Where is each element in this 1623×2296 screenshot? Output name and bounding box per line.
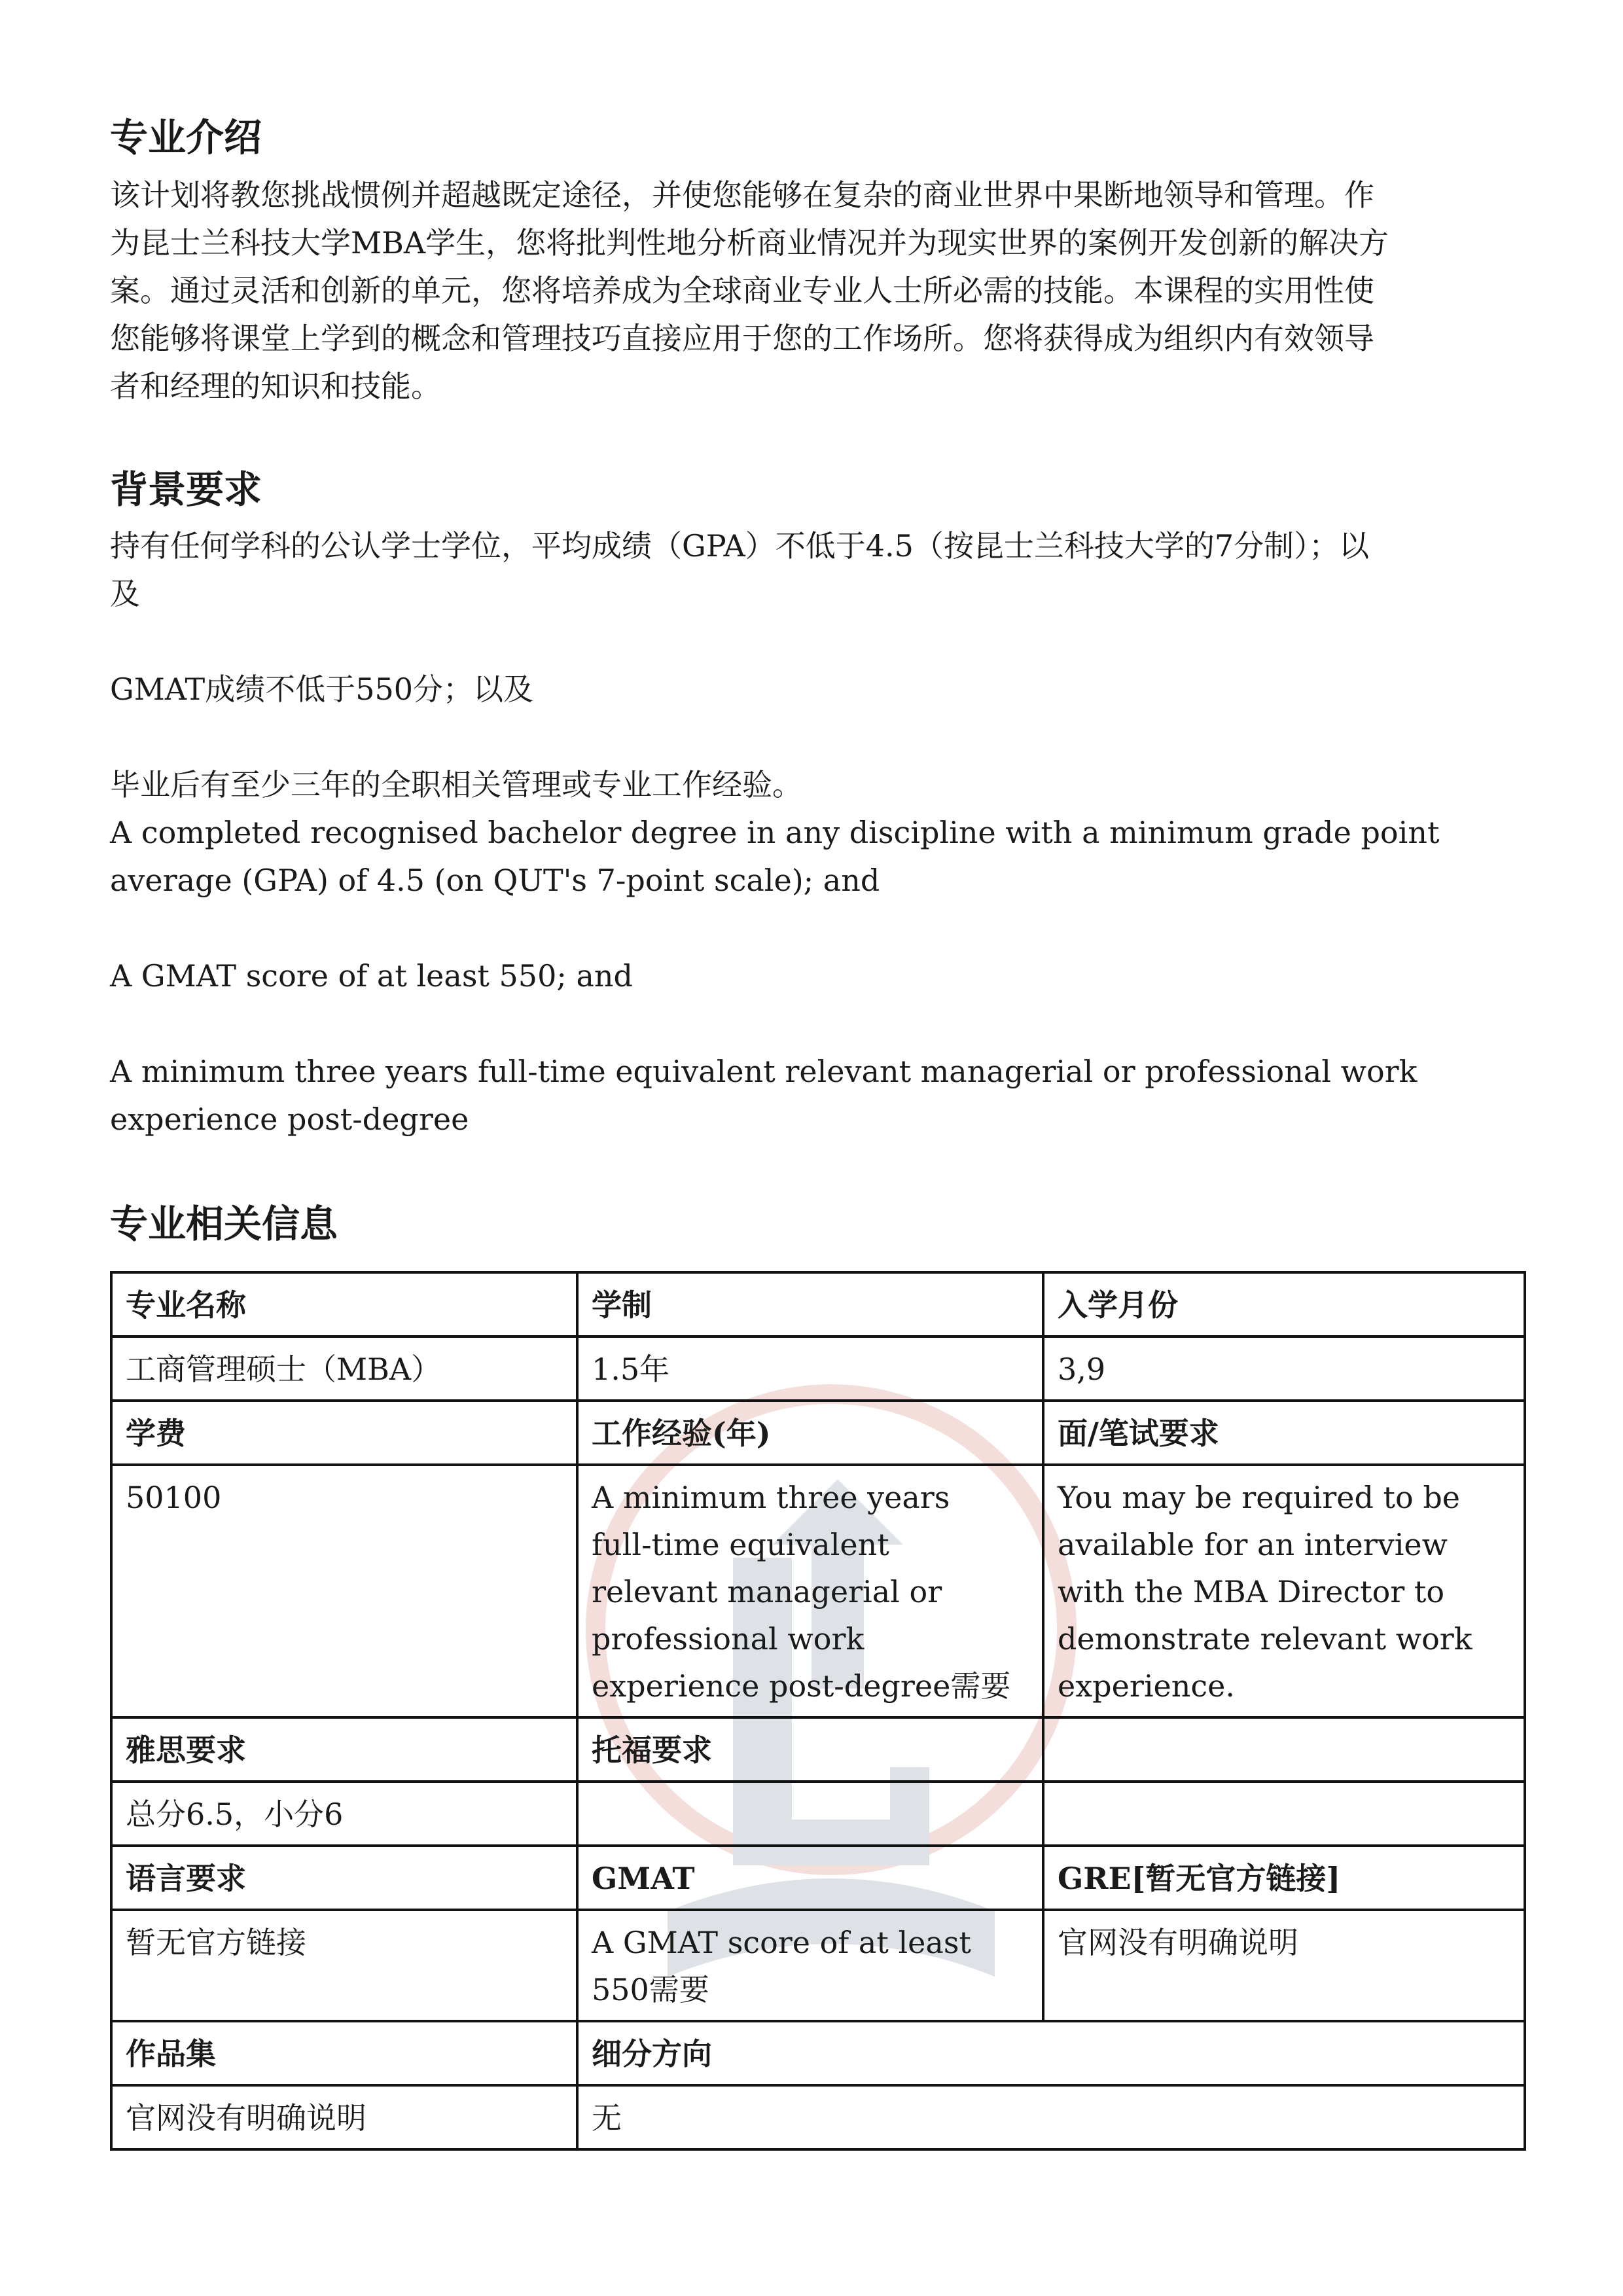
work-line: relevant managerial or xyxy=(592,1574,942,1609)
intro-line: 者和经理的知识和技能。 xyxy=(110,368,441,404)
value-toefl xyxy=(577,1782,1043,1846)
header-work-experience: 工作经验(年) xyxy=(577,1401,1043,1465)
header-ielts: 雅思要求 xyxy=(111,1717,577,1782)
header-tuition: 学费 xyxy=(111,1401,577,1465)
header-portfolio: 作品集 xyxy=(111,2021,577,2085)
header-language: 语言要求 xyxy=(111,1846,577,1910)
table-row xyxy=(111,1782,1525,1846)
table-row xyxy=(111,1465,1525,1717)
interview-line: available for an interview xyxy=(1058,1527,1448,1562)
work-line: experience post-degree需要 xyxy=(592,1668,1011,1704)
background-cn-line: 及 xyxy=(110,576,140,611)
intro-line: 案。通过灵活和创新的单元，您将培养成为全球商业专业人士所必需的技能。本课程的实用性使 xyxy=(110,273,1374,308)
value-direction: 无 xyxy=(577,2085,1525,2149)
table-row xyxy=(111,1910,1525,2021)
table-row xyxy=(111,1717,1525,1782)
table-row xyxy=(111,1401,1525,1465)
value-duration: 1.5年 xyxy=(577,1336,1043,1401)
value-gre: 官网没有明确说明 xyxy=(1043,1910,1525,2021)
background-cn-line: 毕业后有至少三年的全职相关管理或专业工作经验。 xyxy=(110,767,802,802)
header-interview: 面/笔试要求 xyxy=(1043,1401,1525,1465)
value-interview xyxy=(1043,1465,1525,1717)
header-direction: 细分方向 xyxy=(577,2021,1525,2085)
header-major: 专业名称 xyxy=(111,1272,577,1336)
value-language: 暂无官方链接 xyxy=(111,1910,577,2021)
header-gre: GRE[暂无官方链接] xyxy=(1043,1846,1525,1910)
work-line: professional work xyxy=(592,1621,865,1657)
value-tuition: 50100 xyxy=(111,1465,577,1717)
empty-cell xyxy=(1043,1717,1525,1782)
header-intake: 入学月份 xyxy=(1043,1272,1525,1336)
intro-line: 该计划将教您挑战惯例并超越既定途径，并使您能够在复杂的商业世界中果断地领导和管理。作 xyxy=(110,177,1374,213)
background-en-line: experience post-degree xyxy=(110,1102,469,1137)
empty-cell xyxy=(1043,1782,1525,1846)
program-info-table xyxy=(110,1271,1526,2151)
interview-line: with the MBA Director to xyxy=(1058,1574,1445,1609)
gmat-line: 550需要 xyxy=(592,1972,709,2007)
interview-line: demonstrate relevant work xyxy=(1058,1621,1472,1657)
section-title-info: 专业相关信息 xyxy=(110,1202,338,1246)
value-ielts: 总分6.5，小分6 xyxy=(111,1782,577,1846)
section-title-intro: 专业介绍 xyxy=(110,115,262,160)
background-en-line: A GMAT score of at least 550; and xyxy=(110,958,633,994)
value-major: 工商管理硕士（MBA） xyxy=(111,1336,577,1401)
background-cn-line: GMAT成绩不低于550分；以及 xyxy=(110,672,534,707)
value-portfolio: 官网没有明确说明 xyxy=(111,2085,577,2149)
table-row xyxy=(111,1336,1525,1401)
interview-line: experience. xyxy=(1058,1668,1235,1704)
header-gmat: GMAT xyxy=(577,1846,1043,1910)
header-duration: 学制 xyxy=(577,1272,1043,1336)
table-row xyxy=(111,2085,1525,2149)
value-work-experience xyxy=(577,1465,1043,1717)
background-cn-line: 持有任何学科的公认学士学位，平均成绩（GPA）不低于4.5（按昆士兰科技大学的7分制）；以 xyxy=(110,528,1370,564)
work-line: A minimum three years xyxy=(592,1480,950,1515)
header-toefl: 托福要求 xyxy=(577,1717,1043,1782)
table-row xyxy=(111,1846,1525,1910)
interview-line: You may be required to be xyxy=(1058,1480,1461,1515)
value-gmat xyxy=(577,1910,1043,2021)
section-title-background: 背景要求 xyxy=(110,467,262,512)
table-row xyxy=(111,2021,1525,2085)
gmat-line: A GMAT score of at least xyxy=(592,1925,971,1960)
background-en-line: A minimum three years full-time equivalent relevant managerial or professional work xyxy=(110,1054,1418,1089)
value-intake: 3,9 xyxy=(1043,1336,1525,1401)
background-requirements xyxy=(110,522,1530,1143)
intro-line: 为昆士兰科技大学MBA学生，您将批判性地分析商业情况并为现实世界的案例开发创新的解决方 xyxy=(110,225,1389,260)
background-en-line: A completed recognised bachelor degree in any discipline with a minimum grade point xyxy=(110,815,1440,850)
background-en-line: average (GPA) of 4.5 (on QUT's 7-point scale); and xyxy=(110,863,880,898)
intro-paragraph xyxy=(110,171,1530,410)
work-line: full-time equivalent xyxy=(592,1527,889,1562)
table-row xyxy=(111,1272,1525,1336)
intro-line: 您能够将课堂上学到的概念和管理技巧直接应用于您的工作场所。您将获得成为组织内有效领导 xyxy=(110,321,1374,356)
